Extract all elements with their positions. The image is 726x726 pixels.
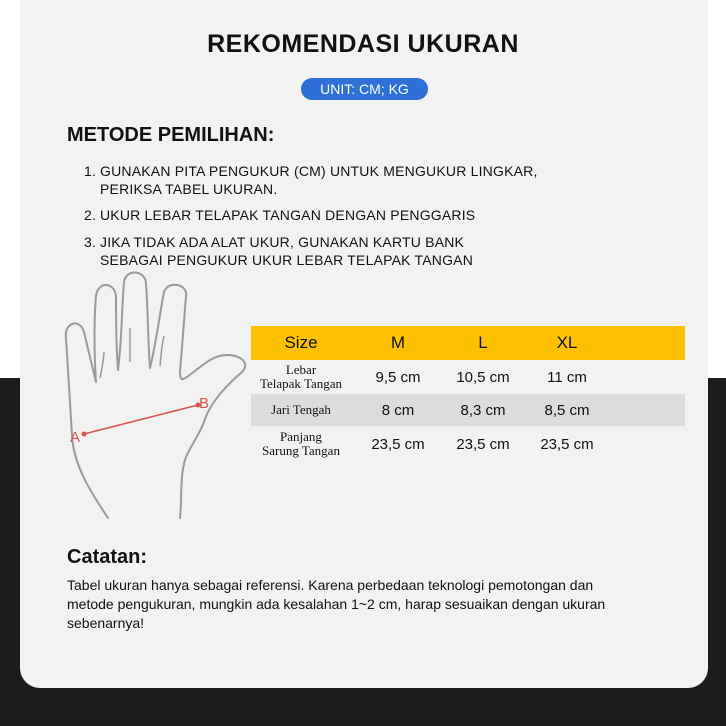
- notes-heading: Catatan:: [67, 546, 148, 568]
- hand-outline: [66, 272, 245, 518]
- table-cell: 23,5 cm: [456, 435, 510, 453]
- header-cell: XL: [556, 333, 578, 352]
- row-label: [251, 360, 351, 394]
- point-a-label: A: [70, 429, 81, 446]
- table-cell: 23,5 cm: [371, 435, 425, 453]
- step-text-line: JIKA TIDAK ADA ALAT UKUR, GUNAKAN KARTU BANK: [100, 234, 465, 250]
- row-label: Jari Tengah: [271, 402, 331, 417]
- point-a-marker: [82, 432, 87, 437]
- table-cell: 11 cm: [547, 368, 587, 386]
- finger-line: [100, 352, 104, 378]
- table-row: [251, 360, 685, 394]
- page-title: REKOMENDASI UKURAN: [207, 30, 519, 58]
- hand-outline-illustration: [60, 266, 255, 526]
- step-text-line: UKUR LEBAR TELAPAK TANGAN DENGAN PENGGARIS: [100, 207, 476, 223]
- row-label-line: Telapak Tangan: [259, 376, 343, 391]
- notes-text: Tabel ukuran hanya sebagai referensi. Karena perbedaan teknologi pemotongan dan metode pengukuran, mungkin ada kesalahan 1~2 cm, harap sesuaikan dengan ukuran sebenarnya!: [67, 577, 606, 631]
- step-number: 1.: [84, 163, 97, 179]
- row-label: [251, 426, 351, 462]
- table-cell: 23,5 cm: [540, 435, 594, 453]
- measure-line: [84, 405, 198, 434]
- step-text-line: GUNAKAN PITA PENGUKUR (CM) UNTUK MENGUKUR LINGKAR,: [100, 163, 538, 179]
- method-heading: METODE PEMILIHAN:: [67, 124, 275, 146]
- point-b-label: B: [199, 395, 210, 412]
- row-label-line: Panjang: [280, 429, 322, 444]
- table-cell: 8 cm: [381, 401, 415, 419]
- row-label-line: Lebar: [285, 362, 317, 377]
- step-text-line: PERIKSA TABEL UKURAN.: [100, 181, 278, 197]
- size-table-header: [251, 326, 685, 360]
- header-cell: L: [478, 333, 488, 352]
- table-cell: 8,3 cm: [460, 401, 506, 419]
- unit-badge: UNIT: CM; KG: [301, 78, 428, 100]
- row-label-line: Sarung Tangan: [262, 443, 340, 458]
- size-table: [251, 326, 685, 462]
- table-row: [251, 394, 685, 426]
- table-row: [251, 426, 685, 462]
- table-cell: 9,5 cm: [375, 368, 421, 386]
- table-cell: 8,5 cm: [544, 401, 590, 419]
- table-cell: 10,5 cm: [456, 368, 510, 386]
- finger-line: [160, 336, 164, 366]
- header-cell: Size: [284, 333, 318, 352]
- step-number: 3.: [84, 234, 97, 250]
- header-cell: M: [390, 333, 406, 352]
- step-number: 2.: [84, 207, 97, 223]
- step-text-line: SEBAGAI PENGUKUR UKUR LEBAR TELAPAK TANGAN: [100, 252, 474, 268]
